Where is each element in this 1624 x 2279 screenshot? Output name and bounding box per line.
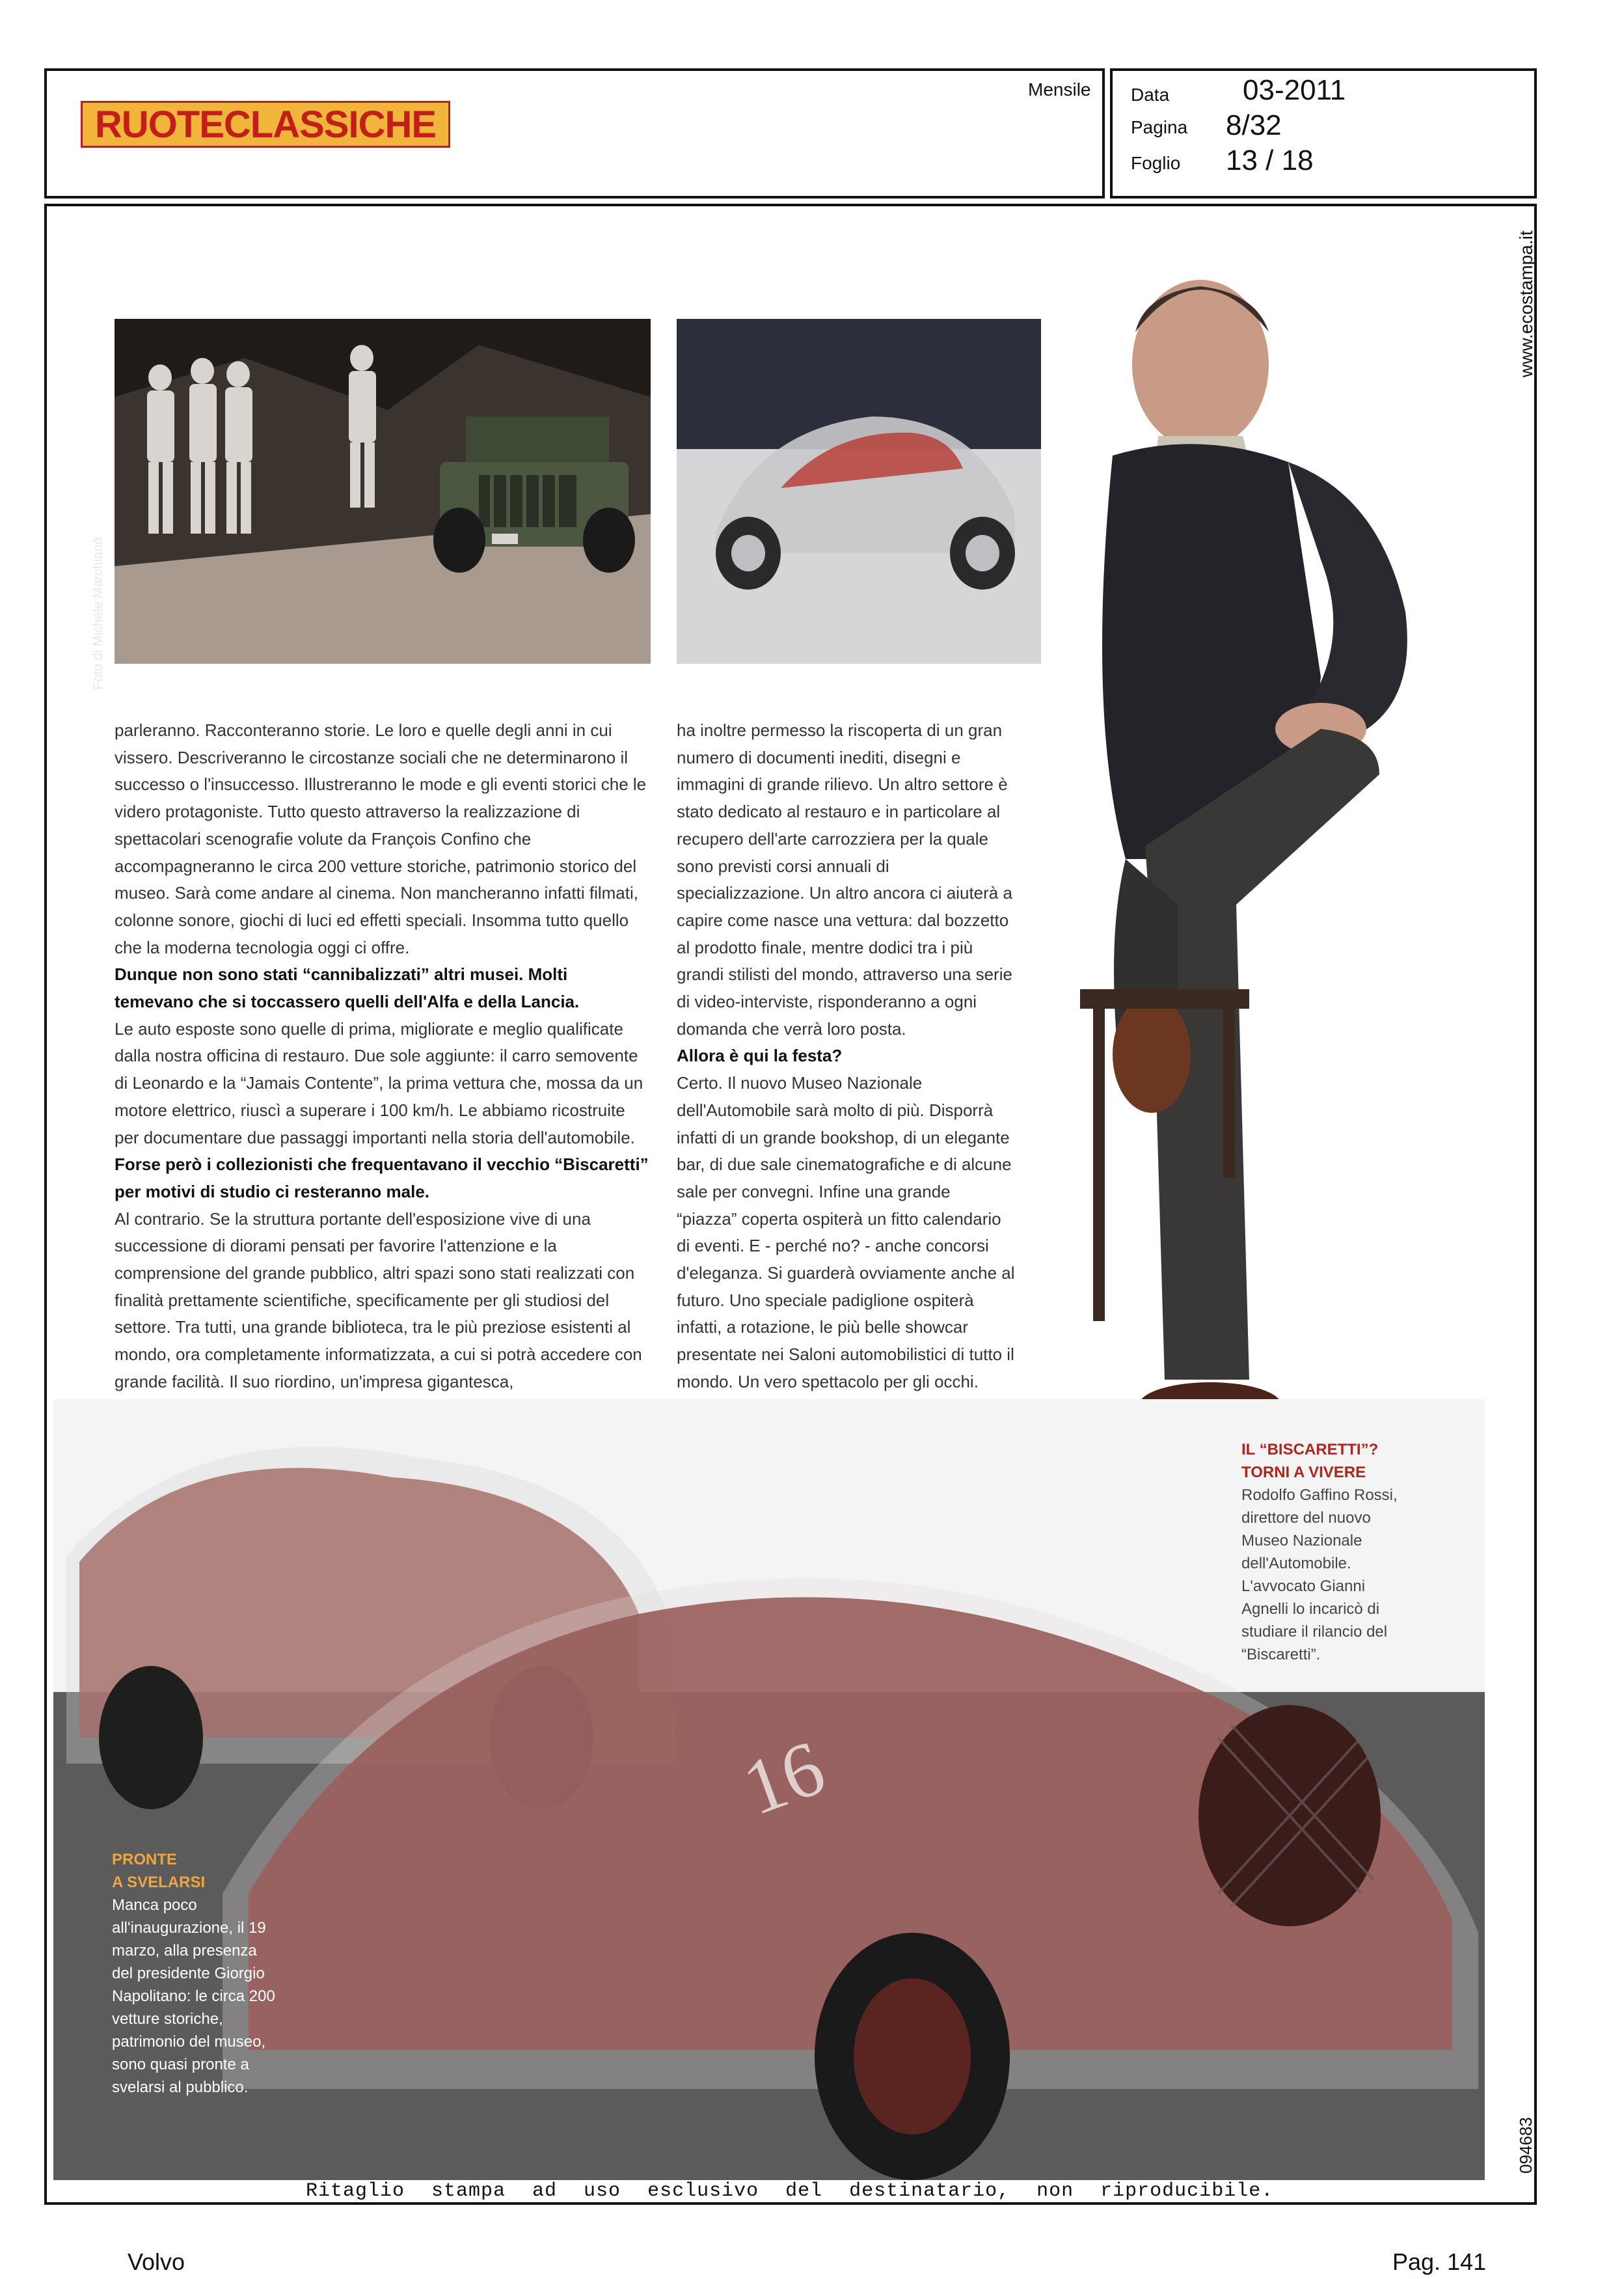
logo-text: RUOTECLASSICHE: [94, 103, 437, 146]
article-paragraph: Le auto esposte sono quelle di prima, migliorate e meglio qualificate dalla nostra officina di restauro. Due sole aggiunte: il carro semovente di Leonardo e la “Jamais Contente”, la prima vettura che, mossa da un motore elettrico, riuscì a superare i 100 km/h. Le abbiamo ricostruite per documentare due passaggi importanti nella storia dell'automobile.: [115, 1018, 643, 1147]
caption-title: TORNI A VIVERE: [1241, 1464, 1366, 1481]
caption-cars: [112, 1848, 281, 2099]
pagina-value: 8/32: [1226, 109, 1282, 141]
caption-title: PRONTE: [112, 1851, 178, 1868]
diorama-illustration: [115, 319, 651, 664]
article-paragraph: ha inoltre permesso la riscoperta di un gran numero di documenti inediti, disegni e immagini di grande rilievo. Un altro settore è stato dedicato al restauro e in particolare al recupero dell'arte carrozziera per la quale sono previsti corsi annuali di specializzazione. Un altro ancora ci aiuterà a capire come nasce una vettura: dal bozzetto al prodotto finale, mentre dodici tra i più grandi stilisti del mondo, attraverso una serie di video-interviste, risponderanno a ogni domanda che verrà loro posta.: [677, 720, 1012, 1039]
photo-covered-sportscar: [677, 319, 1041, 664]
periodicity: Mensile: [1028, 79, 1091, 100]
article-paragraph: parleranno. Racconteranno storie. Le loro e quelle degli anni in cui vissero. Descriveranno le circostanze sociali che ne determinarono il successo o l'insuccesso. Illustreranno le mode e gli eventi storici che le videro protagoniste. Tutto questo attraverso la realizzazione di spettacolari scenografie volute da François Confino che accompagneranno le circa 200 vetture storiche, patrimonio storico del museo. Sarà come andare al cinema. Non mancheranno infatti filmati, colonne sonore, giochi di luci ed effetti speciali. Insomma tutto quello che la moderna tecnologia oggi ci offre.: [115, 720, 647, 957]
interview-question: Dunque non sono stati “cannibalizzati” altri musei. Molti temevano che si toccassero quelli dell'Alfa e della Lancia.: [115, 964, 580, 1012]
footer-page-number: Pag. 141: [1392, 2248, 1487, 2275]
data-label: Data: [1131, 85, 1170, 105]
foglio-label: Foglio: [1131, 153, 1181, 173]
caption-title: A SVELARSI: [112, 1874, 206, 1891]
ecostampa-website: www.ecostampa.it: [1516, 230, 1536, 377]
sportscar-illustration: [677, 319, 1041, 664]
interview-question: Allora è qui la festa?: [677, 1046, 843, 1066]
publication-logo: [81, 101, 450, 148]
svg-text:16: 16: [732, 1723, 835, 1832]
caption-director: [1241, 1438, 1411, 1666]
article-column-2: [677, 717, 1210, 1477]
interview-question: Forse però i collezionisti che frequentavano il vecchio “Biscaretti” per motivi di studio ci resteranno male.: [115, 1154, 649, 1201]
photo-diorama-jeep: [115, 319, 651, 664]
data-value: 03-2011: [1243, 74, 1346, 106]
foglio-value: 13 / 18: [1226, 144, 1314, 176]
article-paragraph: Certo. Il nuovo Museo Nazionale dell'Automobile sarà molto di più. Disporrà infatti di un grande bookshop, di un elegante bar, di due sale cinematografiche e di alcune sale per convegni. Infine una grande “piazza” coperta ospiterà un fitto calendario di eventi. E - perché no? - anche concorsi d'eleganza. Si guarderà ovviamente anche al futuro. Uno speciale padiglione ospiterà infatti, a rotazione, le più belle showcar presentate nei Saloni automobilistici di tutto il mondo. Un vero spettacolo per gli occhi.: [677, 1073, 1015, 1391]
clipping-code: 094683: [1516, 2117, 1536, 2174]
footer-client: Volvo: [128, 2248, 185, 2275]
article-paragraph: Al contrario. Se la struttura portante dell'esposizione vive di una successione di diorami pensati per favorire l'attenzione e la comprensione del grande pubblico, altri spazi sono stati realizzati con finalità prettamente scientifiche, specificamente per gli studiosi del settore. Tra tutti, una grande biblioteca, tra le più preziose esistenti al mondo, ora completamente informatizzata, a cui si potrà accedere con grande facilità. Il suo riordino, un'impresa gigantesca,: [115, 1208, 642, 1391]
caption-body: Manca poco all'inaugurazione, il 19 marzo, alla presenza del presidente Giorgio Napolitano: le circa 200 vetture storiche, patrimonio del museo, sono quasi pronte a svelarsi al pubblico.: [112, 1896, 275, 2096]
pagina-label: Pagina: [1131, 117, 1188, 137]
article-column-1: [115, 717, 651, 1396]
caption-title: IL “BISCARETTI”?: [1241, 1441, 1379, 1458]
caption-body: Rodolfo Gaffino Rossi, direttore del nuovo Museo Nazionale dell'Automobile. L'avvocato Gianni Agnelli lo incaricò di studiare il rilancio del “Biscaretti”.: [1241, 1486, 1398, 1663]
photo-credit: Foto di Michele Marchianò: [91, 537, 105, 690]
clipping-disclaimer: Ritaglio stampa ad uso esclusivo del destinatario, non riproducibile.: [306, 2180, 1274, 2202]
